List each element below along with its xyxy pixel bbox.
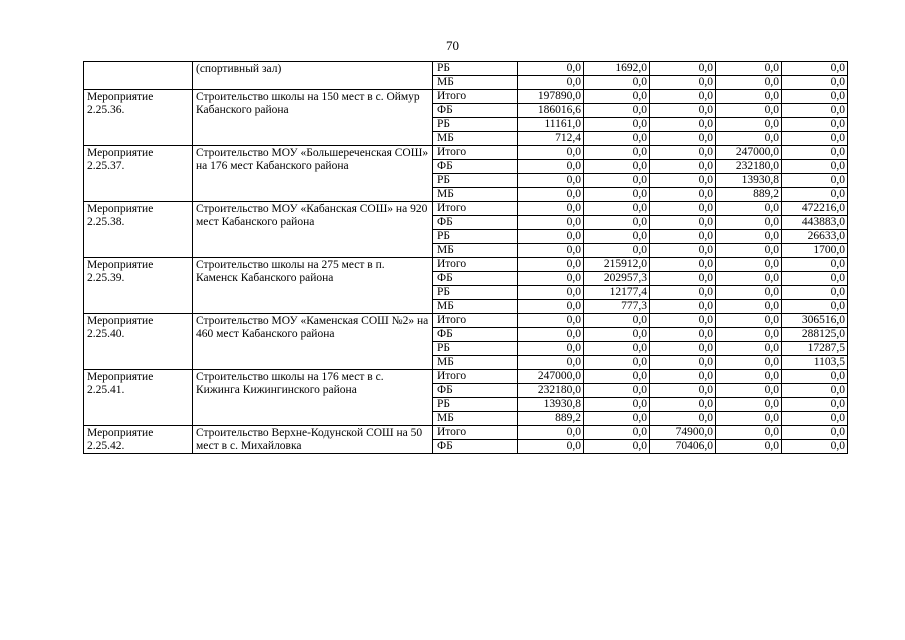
funding-source: ФБ (433, 328, 518, 342)
amount-cell: 472216,0 (782, 202, 848, 216)
funding-source: МБ (433, 132, 518, 146)
amount-cell: 0,0 (650, 188, 716, 202)
funding-source: Итого (433, 202, 518, 216)
amount-cell: 0,0 (584, 440, 650, 454)
amount-cell: 0,0 (716, 90, 782, 104)
funding-source: МБ (433, 244, 518, 258)
measure-label: Мероприятие 2.25.36. (84, 90, 193, 146)
amount-cell: 306516,0 (782, 314, 848, 328)
amount-cell: 0,0 (650, 314, 716, 328)
funding-source: МБ (433, 300, 518, 314)
funding-source: РБ (433, 230, 518, 244)
amount-cell: 0,0 (650, 272, 716, 286)
amount-cell: 0,0 (716, 286, 782, 300)
amount-cell: 0,0 (518, 272, 584, 286)
table-row (84, 146, 848, 160)
amount-cell: 247000,0 (716, 146, 782, 160)
amount-cell: 0,0 (782, 426, 848, 440)
amount-cell: 197890,0 (518, 90, 584, 104)
amount-cell: 0,0 (584, 132, 650, 146)
amount-cell: 0,0 (782, 258, 848, 272)
funding-source: ФБ (433, 272, 518, 286)
amount-cell: 0,0 (650, 62, 716, 76)
amount-cell: 0,0 (650, 356, 716, 370)
table-row (84, 62, 848, 76)
funding-source: Итого (433, 426, 518, 440)
funding-source: ФБ (433, 104, 518, 118)
amount-cell: 0,0 (650, 230, 716, 244)
page-number: 70 (446, 38, 459, 53)
amount-cell: 0,0 (782, 188, 848, 202)
amount-cell: 0,0 (716, 426, 782, 440)
amount-cell: 0,0 (584, 314, 650, 328)
measure-label: Мероприятие 2.25.40. (84, 314, 193, 370)
amount-cell: 0,0 (650, 258, 716, 272)
table-row (84, 426, 848, 440)
amount-cell: 0,0 (782, 300, 848, 314)
amount-cell: 0,0 (518, 356, 584, 370)
amount-cell: 0,0 (716, 76, 782, 90)
amount-cell: 0,0 (650, 412, 716, 426)
amount-cell: 0,0 (584, 118, 650, 132)
funding-source: МБ (433, 76, 518, 90)
funding-source: Итого (433, 146, 518, 160)
amount-cell: 247000,0 (518, 370, 584, 384)
amount-cell: 0,0 (518, 230, 584, 244)
funding-source: Итого (433, 90, 518, 104)
amount-cell: 13930,8 (716, 174, 782, 188)
funding-source: Итого (433, 370, 518, 384)
funding-source: Итого (433, 258, 518, 272)
amount-cell: 0,0 (650, 132, 716, 146)
amount-cell: 0,0 (716, 314, 782, 328)
amount-cell: 0,0 (782, 62, 848, 76)
amount-cell: 0,0 (518, 146, 584, 160)
measure-description: Строительство МОУ «Кабанская СОШ» на 920 мест Кабанского района (193, 202, 433, 258)
measure-description: Строительство школы на 150 мест в с. Оймур Кабанского района (193, 90, 433, 146)
amount-cell: 0,0 (782, 104, 848, 118)
amount-cell: 0,0 (650, 216, 716, 230)
amount-cell: 0,0 (716, 440, 782, 454)
amount-cell: 0,0 (716, 370, 782, 384)
amount-cell: 0,0 (518, 62, 584, 76)
amount-cell: 0,0 (518, 216, 584, 230)
amount-cell: 0,0 (584, 90, 650, 104)
funding-source: РБ (433, 286, 518, 300)
amount-cell: 1700,0 (782, 244, 848, 258)
amount-cell: 0,0 (650, 342, 716, 356)
amount-cell: 0,0 (518, 286, 584, 300)
funding-source: РБ (433, 118, 518, 132)
table-row (84, 370, 848, 384)
amount-cell: 0,0 (716, 62, 782, 76)
amount-cell: 0,0 (584, 384, 650, 398)
funding-source: ФБ (433, 160, 518, 174)
table-row (84, 314, 848, 328)
amount-cell: 0,0 (782, 132, 848, 146)
amount-cell: 0,0 (650, 370, 716, 384)
amount-cell: 0,0 (716, 132, 782, 146)
amount-cell: 0,0 (518, 258, 584, 272)
amount-cell: 232180,0 (716, 160, 782, 174)
measure-description: Строительство МОУ «Каменская СОШ №2» на 460 мест Кабанского района (193, 314, 433, 370)
amount-cell: 74900,0 (650, 426, 716, 440)
amount-cell: 0,0 (584, 104, 650, 118)
measure-label (84, 62, 193, 90)
amount-cell: 215912,0 (584, 258, 650, 272)
amount-cell: 0,0 (782, 286, 848, 300)
amount-cell: 0,0 (716, 202, 782, 216)
amount-cell: 0,0 (584, 216, 650, 230)
amount-cell: 0,0 (782, 272, 848, 286)
amount-cell: 0,0 (518, 300, 584, 314)
amount-cell: 0,0 (782, 384, 848, 398)
amount-cell: 288125,0 (782, 328, 848, 342)
amount-cell: 0,0 (584, 356, 650, 370)
amount-cell: 70406,0 (650, 440, 716, 454)
amount-cell: 0,0 (518, 188, 584, 202)
amount-cell: 0,0 (716, 398, 782, 412)
amount-cell: 0,0 (518, 342, 584, 356)
funding-source: МБ (433, 188, 518, 202)
amount-cell: 0,0 (518, 174, 584, 188)
amount-cell: 0,0 (584, 188, 650, 202)
funding-source: ФБ (433, 440, 518, 454)
amount-cell: 0,0 (584, 174, 650, 188)
amount-cell: 0,0 (584, 160, 650, 174)
amount-cell: 0,0 (518, 328, 584, 342)
amount-cell: 0,0 (782, 76, 848, 90)
amount-cell: 0,0 (584, 328, 650, 342)
amount-cell: 0,0 (584, 426, 650, 440)
amount-cell: 1692,0 (584, 62, 650, 76)
amount-cell: 0,0 (782, 90, 848, 104)
funding-source: МБ (433, 356, 518, 370)
amount-cell: 0,0 (518, 440, 584, 454)
amount-cell: 0,0 (518, 244, 584, 258)
amount-cell: 1103,5 (782, 356, 848, 370)
measure-label: Мероприятие 2.25.39. (84, 258, 193, 314)
measure-label: Мероприятие 2.25.42. (84, 426, 193, 454)
measure-description: Строительство Верхне-Кодунской СОШ на 50 мест в с. Михайловка (193, 426, 433, 454)
amount-cell: 0,0 (716, 356, 782, 370)
amount-cell: 232180,0 (518, 384, 584, 398)
amount-cell: 0,0 (716, 342, 782, 356)
amount-cell: 0,0 (782, 398, 848, 412)
table-row (84, 202, 848, 216)
amount-cell: 0,0 (650, 76, 716, 90)
amount-cell: 0,0 (716, 230, 782, 244)
amount-cell: 0,0 (518, 160, 584, 174)
amount-cell: 0,0 (782, 160, 848, 174)
amount-cell: 186016,6 (518, 104, 584, 118)
amount-cell: 0,0 (518, 202, 584, 216)
amount-cell: 0,0 (650, 300, 716, 314)
amount-cell: 443883,0 (782, 216, 848, 230)
amount-cell: 889,2 (716, 188, 782, 202)
amount-cell: 0,0 (716, 118, 782, 132)
amount-cell: 17287,5 (782, 342, 848, 356)
amount-cell: 202957,3 (584, 272, 650, 286)
amount-cell: 0,0 (782, 370, 848, 384)
amount-cell: 0,0 (584, 202, 650, 216)
amount-cell: 13930,8 (518, 398, 584, 412)
amount-cell: 0,0 (782, 118, 848, 132)
amount-cell: 712,4 (518, 132, 584, 146)
amount-cell: 0,0 (716, 244, 782, 258)
amount-cell: 0,0 (650, 384, 716, 398)
amount-cell: 0,0 (584, 230, 650, 244)
funding-source: РБ (433, 62, 518, 76)
funding-source: РБ (433, 174, 518, 188)
amount-cell: 0,0 (782, 146, 848, 160)
budget-table (83, 61, 848, 454)
amount-cell: 777,3 (584, 300, 650, 314)
measure-label: Мероприятие 2.25.41. (84, 370, 193, 426)
measure-label: Мероприятие 2.25.37. (84, 146, 193, 202)
amount-cell: 0,0 (650, 286, 716, 300)
amount-cell: 0,0 (584, 342, 650, 356)
amount-cell: 0,0 (650, 328, 716, 342)
funding-source: ФБ (433, 384, 518, 398)
budget-table-body (84, 62, 848, 454)
measure-description: (спортивный зал) (193, 62, 433, 90)
amount-cell: 0,0 (650, 146, 716, 160)
amount-cell: 0,0 (650, 90, 716, 104)
amount-cell: 0,0 (716, 258, 782, 272)
amount-cell: 11161,0 (518, 118, 584, 132)
amount-cell: 0,0 (518, 426, 584, 440)
funding-source: ФБ (433, 216, 518, 230)
table-row (84, 90, 848, 104)
measure-label: Мероприятие 2.25.38. (84, 202, 193, 258)
funding-source: Итого (433, 314, 518, 328)
amount-cell: 0,0 (650, 160, 716, 174)
measure-description: Строительство школы на 275 мест в п. Каменск Кабанского района (193, 258, 433, 314)
measure-description: Строительство школы на 176 мест в с. Кижинга Кижингинского района (193, 370, 433, 426)
amount-cell: 0,0 (716, 300, 782, 314)
amount-cell: 0,0 (716, 384, 782, 398)
amount-cell: 0,0 (782, 440, 848, 454)
amount-cell: 0,0 (518, 314, 584, 328)
table-row (84, 258, 848, 272)
amount-cell: 0,0 (782, 412, 848, 426)
amount-cell: 0,0 (650, 398, 716, 412)
funding-source: МБ (433, 412, 518, 426)
funding-source: РБ (433, 342, 518, 356)
amount-cell: 0,0 (584, 244, 650, 258)
amount-cell: 0,0 (716, 412, 782, 426)
amount-cell: 889,2 (518, 412, 584, 426)
amount-cell: 0,0 (584, 412, 650, 426)
funding-source: РБ (433, 398, 518, 412)
amount-cell: 0,0 (650, 202, 716, 216)
amount-cell: 0,0 (584, 146, 650, 160)
amount-cell: 0,0 (716, 272, 782, 286)
amount-cell: 0,0 (716, 216, 782, 230)
amount-cell: 0,0 (584, 398, 650, 412)
amount-cell: 0,0 (584, 370, 650, 384)
amount-cell: 0,0 (716, 328, 782, 342)
amount-cell: 0,0 (650, 104, 716, 118)
amount-cell: 0,0 (650, 118, 716, 132)
amount-cell: 0,0 (782, 174, 848, 188)
amount-cell: 26633,0 (782, 230, 848, 244)
amount-cell: 0,0 (584, 76, 650, 90)
measure-description: Строительство МОУ «Большереченская СОШ» на 176 мест Кабанского района (193, 146, 433, 202)
amount-cell: 12177,4 (584, 286, 650, 300)
amount-cell: 0,0 (518, 76, 584, 90)
amount-cell: 0,0 (716, 104, 782, 118)
amount-cell: 0,0 (650, 174, 716, 188)
amount-cell: 0,0 (650, 244, 716, 258)
